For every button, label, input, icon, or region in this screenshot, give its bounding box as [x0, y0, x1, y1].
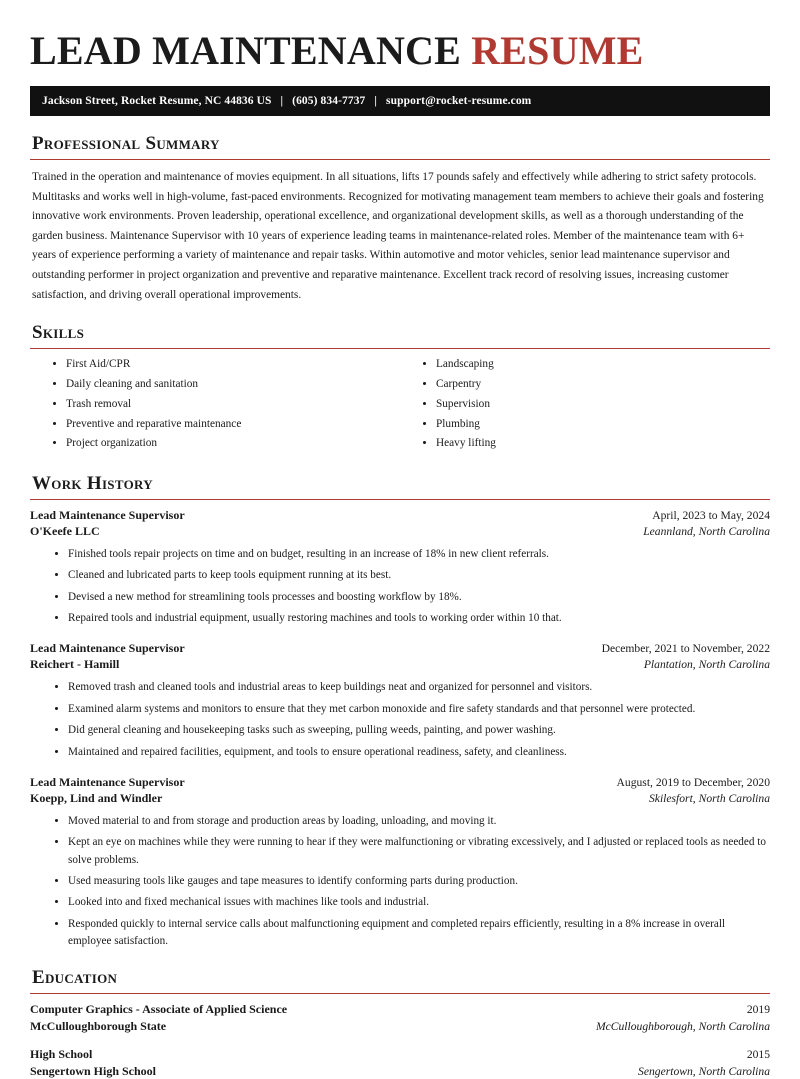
list-item: • Responded quickly to internal service calls about malfunctioning equipment and completed repairs efficiently, resulting in a 8% increase in overall employee satisfaction. [68, 916, 770, 951]
education-location [596, 1020, 770, 1033]
list-item: • Moved material to and from storage and production areas by loading, unloading, and moving it. [68, 813, 770, 830]
job-location-city: Leannland [643, 525, 693, 539]
job-dates: December, 2021 to November, 2022 [601, 642, 770, 656]
education-location-city: Sengertown [638, 1065, 693, 1079]
resume-name-main: LEAD MAINTENANCE [30, 28, 472, 73]
resume-name-accent: RESUME [471, 28, 644, 73]
list-item: • Carpentry [436, 377, 770, 392]
job-title-row [30, 641, 770, 656]
list-item: • Used measuring tools like gauges and tape measures to identify conforming parts during production. [68, 873, 770, 890]
job-bullets [30, 546, 770, 627]
list-item: • First Aid/CPR [66, 357, 400, 372]
job-title: Lead Maintenance Supervisor [30, 774, 185, 789]
job-location [643, 525, 770, 538]
education-degree: Computer Graphics - Associate of Applied Science [30, 1002, 288, 1017]
section-title-skills: Skills [32, 322, 85, 344]
job-title-row [30, 775, 770, 790]
section-skills [30, 322, 770, 456]
list-item: • Cleaned and lubricated parts to keep tools equipment running at its best. [68, 567, 770, 584]
job-title-row [30, 508, 770, 523]
job-dates: August, 2019 to December, 2020 [616, 775, 770, 789]
job-company-row [30, 791, 770, 806]
list-item: • Looked into and fixed mechanical issues with machines like tools and industrial. [68, 894, 770, 911]
education-school: Sengertown High School [30, 1064, 157, 1079]
list-item: • Supervision [436, 397, 770, 412]
list-item: • Project organization [66, 436, 400, 451]
contact-bar [30, 86, 770, 116]
section-divider-skills [30, 348, 770, 349]
list-item: • Maintained and repaired facilities, equipment, and tools to ensure operational readiness, safety, and cleanliness. [68, 744, 770, 761]
skills-column-left [30, 357, 400, 456]
section-title-summary: Professional Summary [32, 133, 220, 154]
job-company-row [30, 657, 770, 672]
list-item: • Finished tools repair projects on time and on budget, resulting in an increase of 18% in new client referrals. [68, 546, 770, 563]
contact-email[interactable]: support@rocket-resume.com [386, 95, 532, 107]
education-location-city: McCulloughborough [595, 1020, 693, 1034]
contact-phone[interactable]: (605) 834-7737 [292, 95, 366, 107]
list-item: • Preventive and reparative maintenance [66, 417, 400, 432]
list-item: • Landscaping [436, 357, 770, 372]
education-degree-row [30, 1002, 770, 1017]
job-location-state: , North Carolina [692, 791, 770, 805]
education-school-row [30, 1019, 770, 1034]
section-title-education: Education [32, 967, 118, 989]
section-divider-summary [30, 159, 770, 160]
list-item: • Daily cleaning and sanitation [66, 377, 400, 392]
section-divider-education [30, 993, 770, 994]
list-item: • Examined alarm systems and monitors to ensure that they met carbon monoxide and fire safety standards and that personnel were protected. [68, 701, 770, 718]
education-year: 2015 [746, 1048, 770, 1062]
section-education [30, 967, 770, 1079]
contact-separator-2: | [374, 95, 378, 107]
job-company: Reichert - Hamill [30, 657, 120, 672]
list-item: • Plumbing [436, 417, 770, 432]
education-location [638, 1065, 770, 1078]
skills-column-right [400, 357, 770, 456]
job-title: Lead Maintenance Supervisor [30, 508, 185, 523]
section-professional-summary [30, 133, 770, 305]
page-title [30, 30, 770, 72]
job-location-state: , North Carolina [692, 525, 770, 539]
section-title-work-history: Work History [32, 473, 153, 495]
education-year: 2019 [746, 1003, 770, 1017]
education-entry [30, 1047, 770, 1079]
skills-columns [30, 357, 770, 456]
job-bullets [30, 679, 770, 760]
contact-separator-1: | [280, 95, 284, 107]
section-divider-work-history [30, 499, 770, 500]
section-work-history [30, 473, 770, 950]
education-location-state: , North Carolina [692, 1065, 770, 1079]
job-company: Koepp, Lind and Windler [30, 790, 163, 805]
list-item: • Kept an eye on machines while they were running to hear if they were malfunctioning or vibrating excessively, and I adjusted or replaced tools as needed to solve problems. [68, 834, 770, 869]
job-location [644, 658, 770, 671]
job-location-state: , North Carolina [692, 658, 770, 672]
work-history-entry [30, 775, 770, 951]
list-item: • Heavy lifting [436, 436, 770, 451]
job-location [649, 792, 770, 805]
list-item: • Devised a new method for streamlining tools processes and boosting workflow by 18%. [68, 589, 770, 606]
education-school: McCulloughborough State [30, 1019, 167, 1034]
education-degree: High School [30, 1047, 93, 1062]
education-entry [30, 1002, 770, 1034]
education-school-row [30, 1064, 770, 1079]
job-company-row [30, 524, 770, 539]
job-dates: April, 2023 to May, 2024 [652, 509, 770, 523]
list-item: • Removed trash and cleaned tools and industrial areas to keep buildings neat and organized for personnel and visitors. [68, 679, 770, 696]
job-company: O'Keefe LLC [30, 524, 100, 539]
education-location-state: , North Carolina [692, 1020, 770, 1034]
list-item: • Did general cleaning and housekeeping tasks such as sweeping, pulling weeds, painting, and power washing. [68, 722, 770, 739]
summary-text: Trained in the operation and maintenance of movies equipment. In all situations, lifts 17 pounds safely and effectively while adhering to strict safety protocols. Multitasks and works well in high-volume, fast-paced environments. Recognized for motivating management team members to achieve their goals and fostering innovative work environments. Proven leadership, operational excellence, and organizational development skills, as well as a thorough understanding of the garden business. Maintenance Supervisor with 10 years of experience leading teams in maintenance-related roles. Member of the maintenance team with 6+ years of experience performing a variety of maintenance and repair tasks. Within automotive and motor vehicles, senior lead maintenance supervisor and outstanding performer in project organization and preventive and reparative maintenance. Excellent track record of resolving issues, increasing customer satisfaction, and driving overall operational improvements. [32, 171, 764, 301]
list-item: • Repaired tools and industrial equipment, usually restoring machines and tools to working order within 10 that. [68, 610, 770, 627]
job-title: Lead Maintenance Supervisor [30, 641, 185, 656]
job-bullets [30, 813, 770, 951]
list-item: • Trash removal [66, 397, 400, 412]
job-location-city: Plantation [643, 658, 693, 672]
education-degree-row [30, 1047, 770, 1062]
contact-address: Jackson Street, Rocket Resume, NC 44836 US [42, 95, 272, 107]
work-history-entry [30, 508, 770, 627]
job-location-city: Skilesfort [649, 791, 693, 805]
work-history-entry [30, 641, 770, 760]
